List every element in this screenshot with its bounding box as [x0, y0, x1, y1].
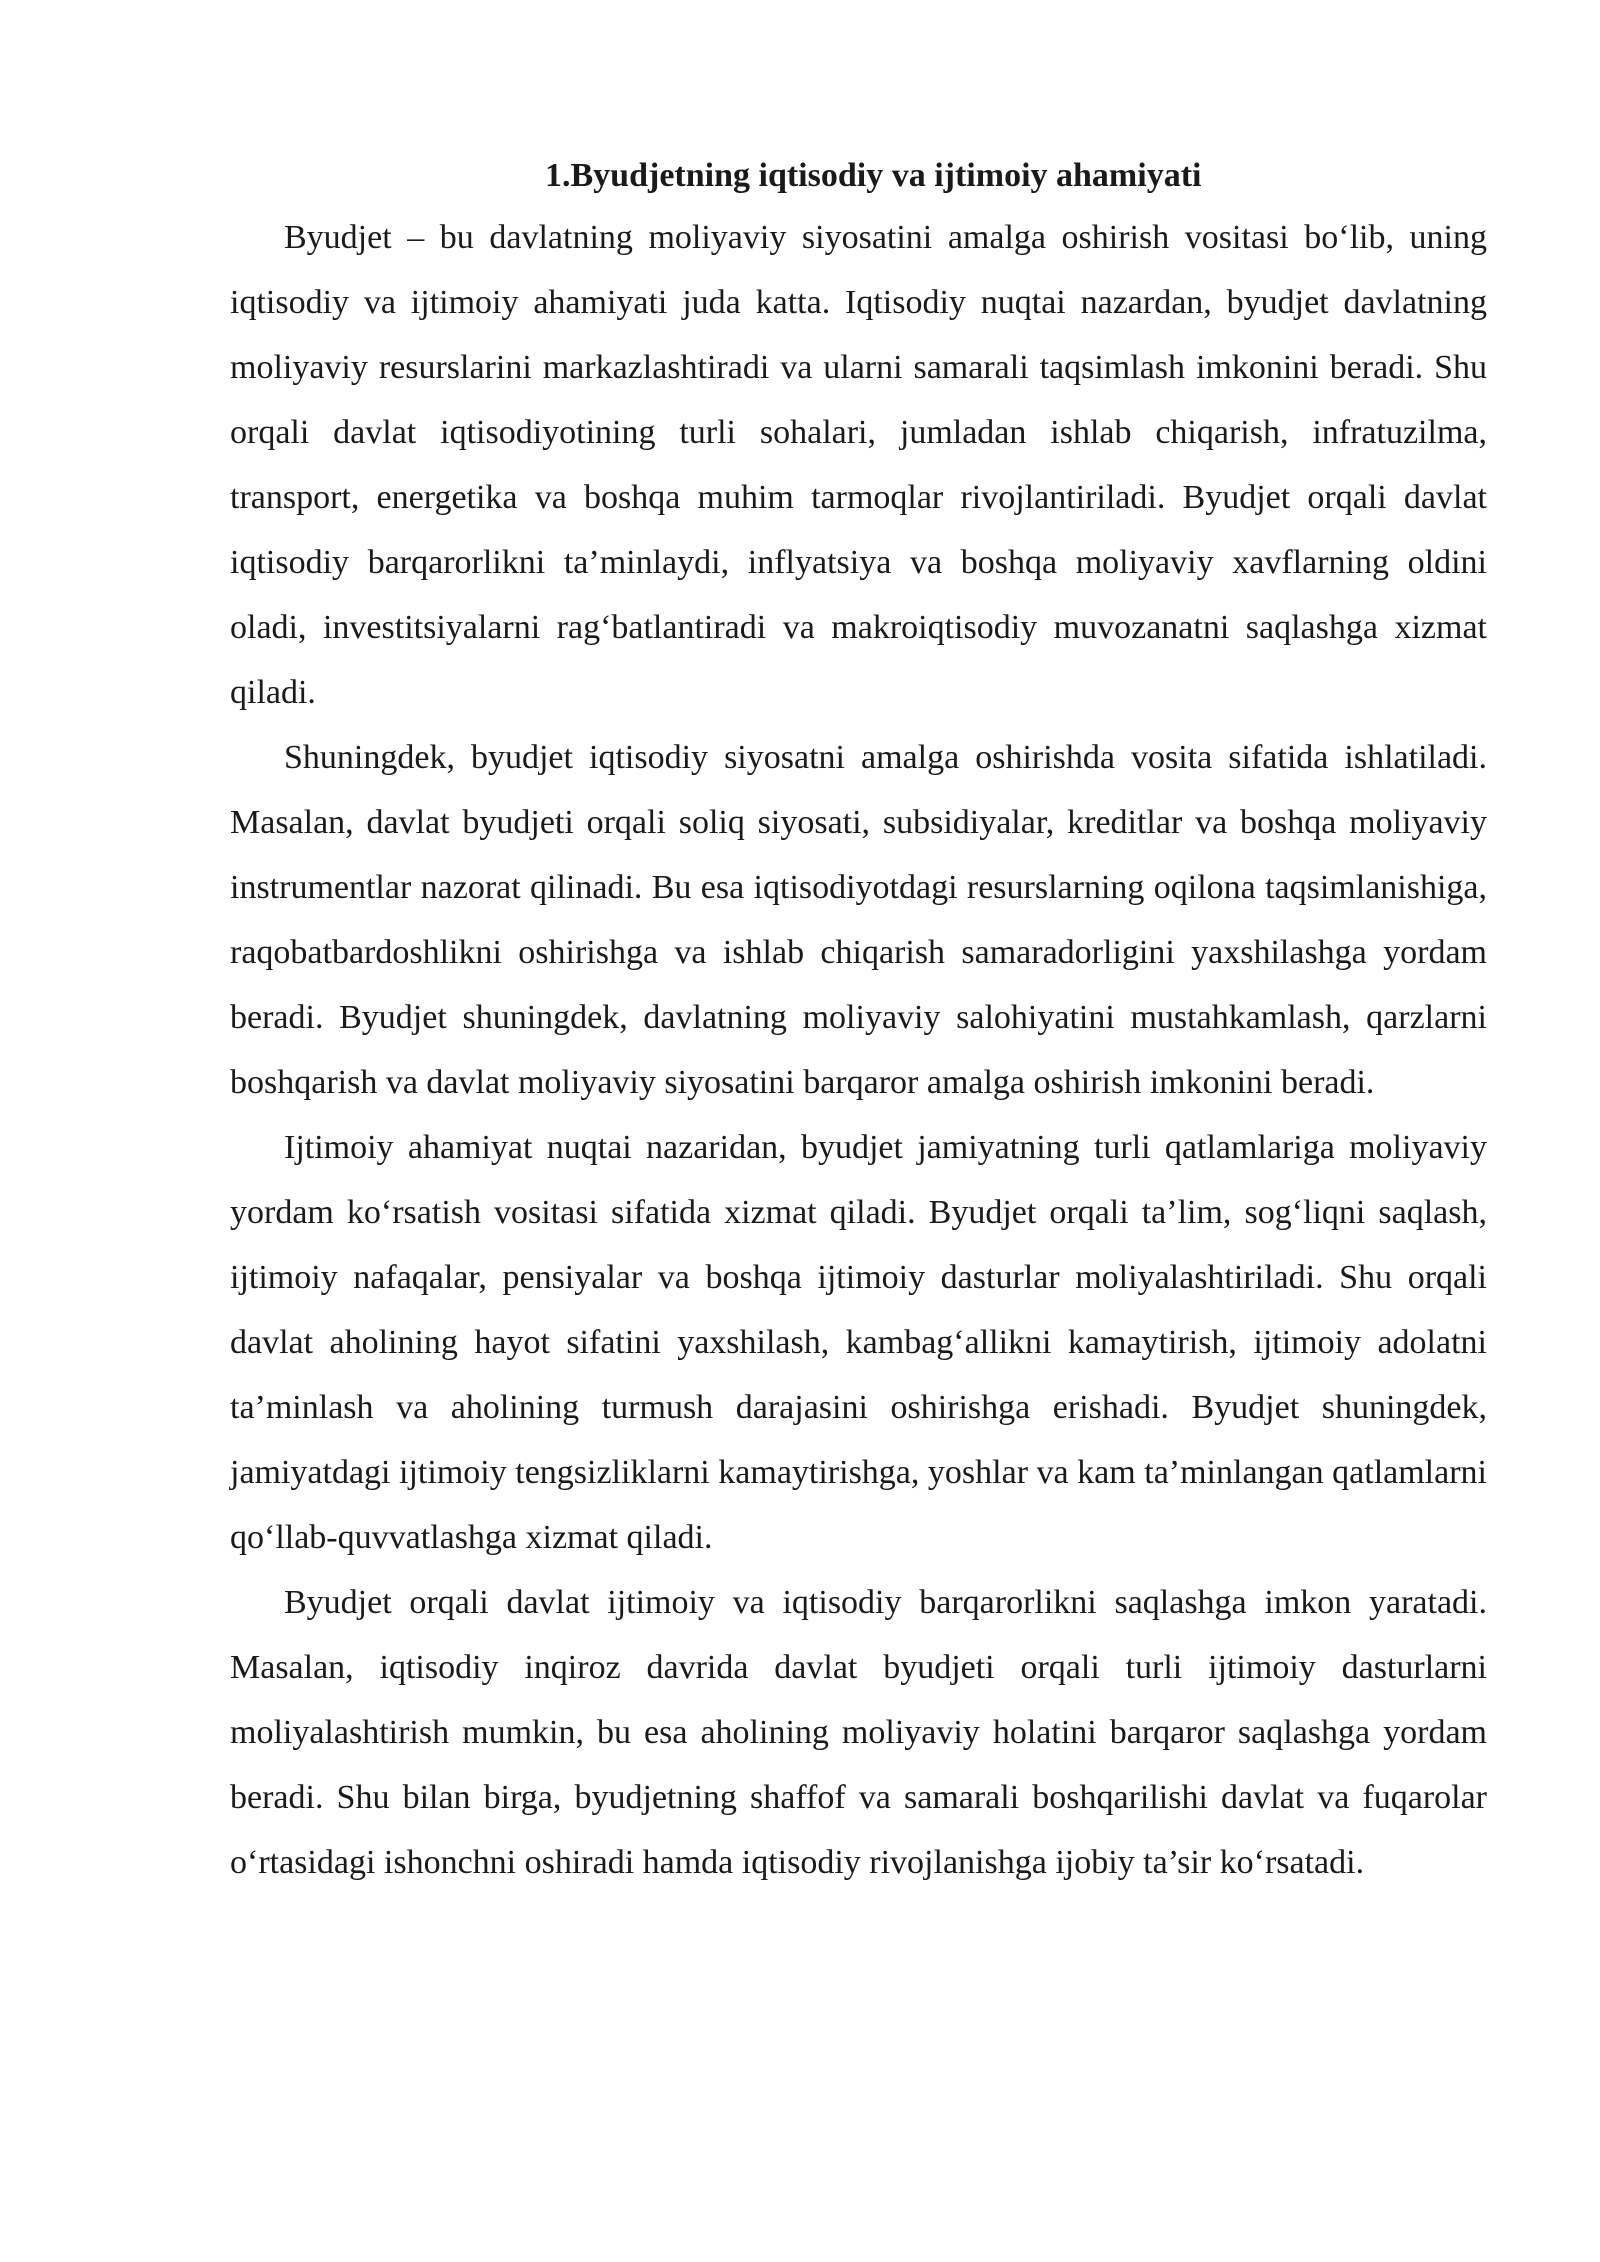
paragraph-1: Byudjet – bu davlatning moliyaviy siyosatini amalga oshirish vositasi bo‘lib, uning iqtisodiy va ijtimoiy ahamiyati juda katta. Iqtisodiy nuqtai nazardan, byudjet davlatning moliyaviy resurslarini markazlashtiradi va ularni samarali taqsimlash imkonini beradi. Shu orqali davlat iqtisodiyotining turli sohalari, jumladan ishlab chiqarish, infratuzilma, transport, energetika va boshqa muhim tarmoqlar rivojlantiriladi. Byudjet orqali davlat iqtisodiy barqarorlikni ta’minlaydi, inflyatsiya va boshqa moliyaviy xavflarning oldini oladi, investitsiyalarni rag‘batlantiradi va makroiqtisodiy muvozanatni saqlashga xizmat qiladi.: [230, 219, 1487, 711]
paragraph-2: Shuningdek, byudjet iqtisodiy siyosatni amalga oshirishda vosita sifatida ishlatiladi. Masalan, davlat byudjeti orqali soliq siyosati, subsidiyalar, kreditlar va boshqa moliyaviy instrumentlar nazorat qilinadi. Bu esa iqtisodiyotdagi resurslarning oqilona taqsimlanishiga, raqobatbardoshlikni oshirishga va ishlab chiqarish samaradorligini yaxshilashga yordam beradi. Byudjet shuningdek, davlatning moliyaviy salohiyatini mustahkamlash, qarzlarni boshqarish va davlat moliyaviy siyosatini barqaror amalga oshirish imkonini beradi.: [230, 739, 1487, 1101]
paragraph-4: Byudjet orqali davlat ijtimoiy va iqtisodiy barqarorlikni saqlashga imkon yaratadi. Masalan, iqtisodiy inqiroz davrida davlat byudjeti orqali turli ijtimoiy dasturlarni moliyalashtirish mumkin, bu esa aholining moliyaviy holatini barqaror saqlashga yordam beradi. Shu bilan birga, byudjetning shaffof va samarali boshqarilishi davlat va fuqarolar o‘rtasidagi ishonchni oshiradi hamda iqtisodiy rivojlanishga ijobiy ta’sir ko‘rsatadi.: [230, 1584, 1487, 1881]
paragraph-3: Ijtimoiy ahamiyat nuqtai nazaridan, byudjet jamiyatning turli qatlamlariga moliyaviy yordam ko‘rsatish vositasi sifatida xizmat qiladi. Byudjet orqali ta’lim, sog‘liqni saqlash, ijtimoiy nafaqalar, pensiyalar va boshqa ijtimoiy dasturlar moliyalashtiriladi. Shu orqali davlat aholining hayot sifatini yaxshilash, kambag‘allikni kamaytirish, ijtimoiy adolatni ta’minlash va aholining turmush darajasini oshirishga erishadi. Byudjet shuningdek, jamiyatdagi ijtimoiy tengsizliklarni kamaytirishga, yoshlar va kam ta’minlangan qatlamlarni qo‘llab-quvvatlashga xizmat qiladi.: [230, 1129, 1487, 1556]
document-body: [230, 150, 1487, 1895]
section-title: 1.Byudjetning iqtisodiy va ijtimoiy ahamiyati: [545, 157, 1202, 194]
